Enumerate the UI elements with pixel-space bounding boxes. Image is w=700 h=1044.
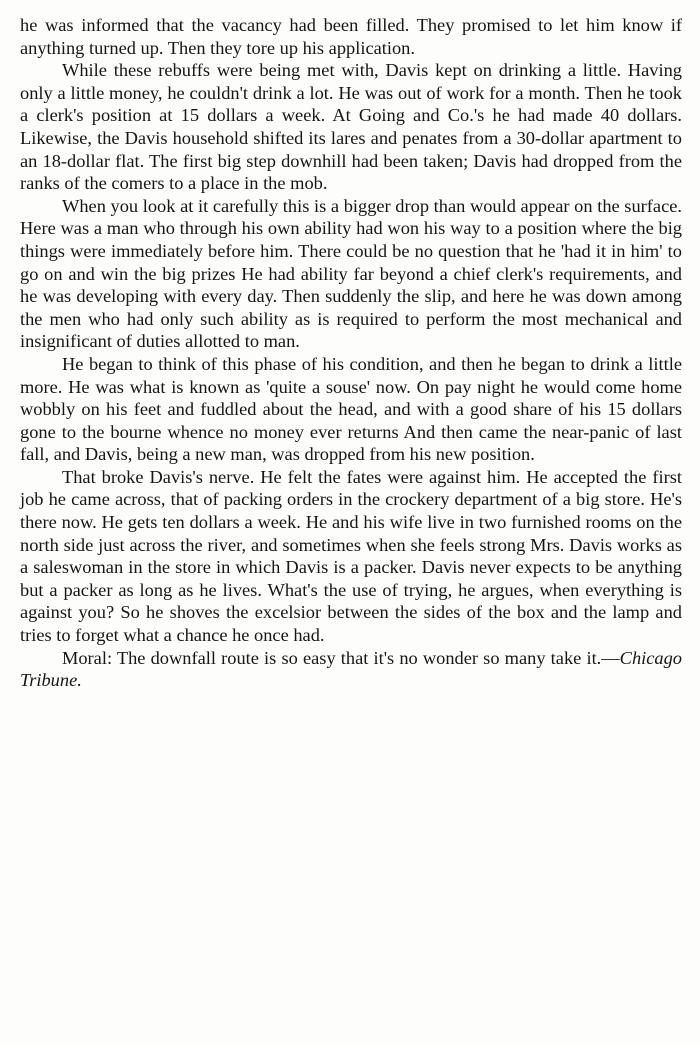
article-paragraph-3: When you look at it carefully this is a bigger drop than would appear on the surface. Here was a man who through his own ability had won his way to a position where the big things were immediately before him. There could be no question that he 'had it in him' to go on and win the big prizes He had ability far beyond a chief clerk's requirements, and he was developing with every day. Then suddenly the slip, and here he was down among the men who had only such ability as is required to perform the most mechanical and insignificant of duties allotted to man. bbox=[20, 195, 682, 352]
closing-paragraph bbox=[20, 647, 682, 692]
article-paragraph-2: While these rebuffs were being met with, Davis kept on drinking a little. Having only a little money, he couldn't drink a lot. He was out of work for a month. Then he took a clerk's position at 15 dollars a week. At Going and Co.'s he had made 40 dollars. Likewise, the Davis household shifted its lares and penates from a 30-dollar apartment to an 18-dollar flat. The first big step downhill had been taken; Davis had dropped from the ranks of the comers to a place in the mob. bbox=[20, 60, 682, 194]
source-attribution: Chicago Tribune. bbox=[20, 647, 682, 691]
article-paragraph-5: That broke Davis's nerve. He felt the fates were against him. He accepted the first job he came across, that of packing orders in the crockery department of a big store. He's there now. He gets ten dollars a week. He and his wife live in two furnished rooms on the north side just across the river, and sometimes when she feels strong Mrs. Davis works as a saleswoman in the store in which Davis is a packer. Davis never expects to be anything but a packer as long as he lives. What's the use of trying, he argues, when everything is against you? So he shoves the excelsior between the sides of the box and the lamp and tries to forget what a chance he once had. bbox=[20, 466, 682, 646]
article-column bbox=[20, 14, 682, 692]
article-paragraph-1: he was informed that the vacancy had been filled. They promised to let him know if anything turned up. Then they tore up his application. bbox=[20, 15, 682, 58]
article-paragraph-4: He began to think of this phase of his condition, and then he began to drink a little more. He was what is known as 'quite a souse' now. On pay night he would come home wobbly on his feet and fuddled about the head, and with a good share of his 15 dollars gone to the bourne whence no money ever returns And then came the near-panic of last fall, and Davis, being a new man, was dropped from his new position. bbox=[20, 353, 682, 465]
moral-text: Moral: The downfall route is so easy that it's no wonder so many take it.— bbox=[62, 647, 620, 668]
